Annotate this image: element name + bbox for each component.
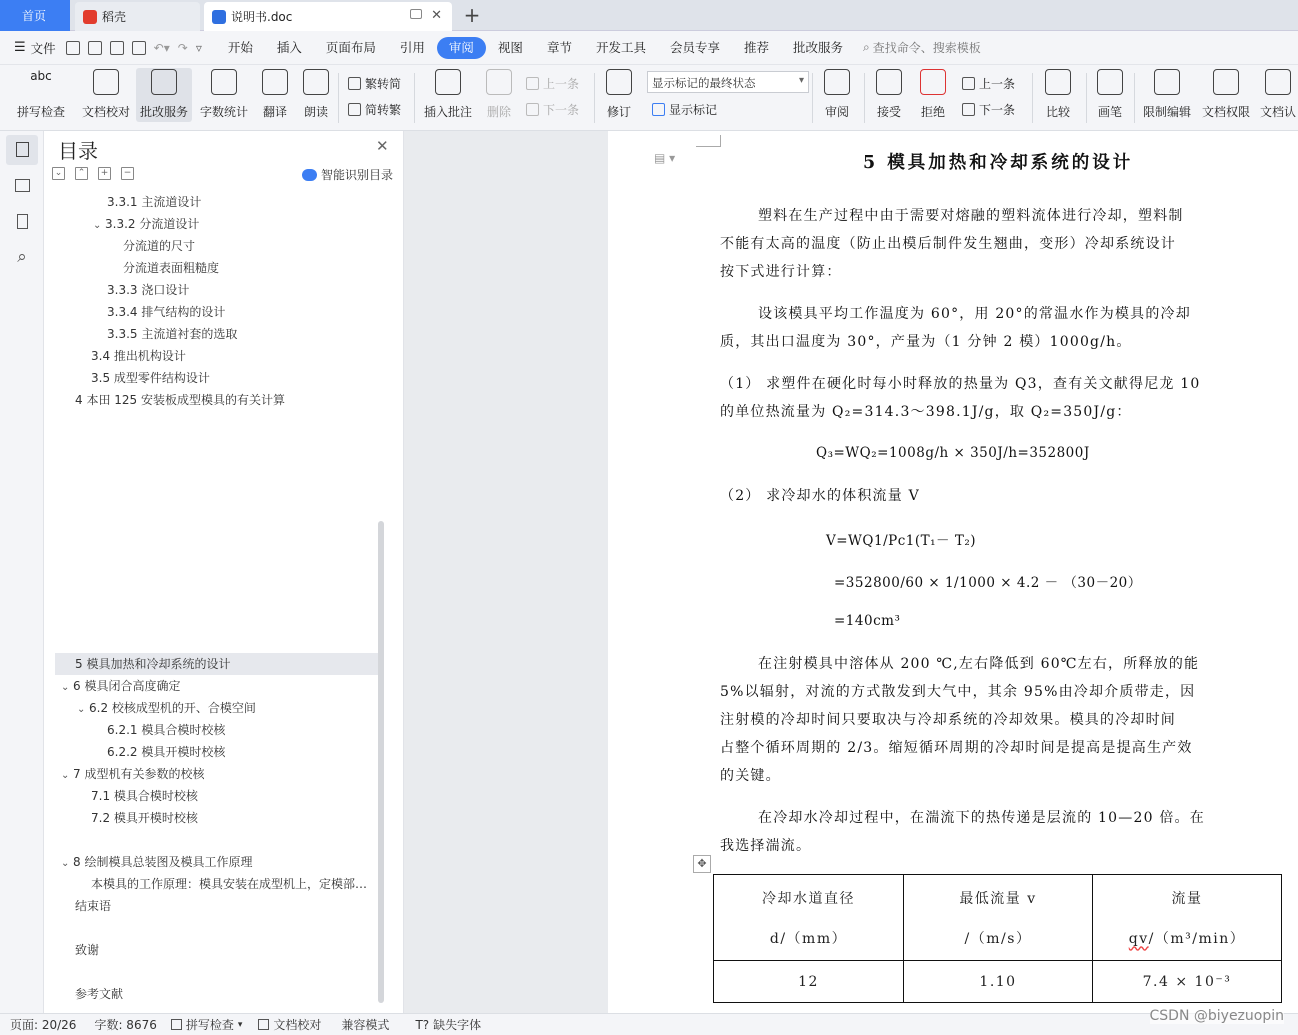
chevron-down-icon[interactable]: ⌄ [61, 770, 70, 781]
to-traditional-button[interactable] [348, 75, 401, 92]
print-preview-icon[interactable] [132, 41, 146, 55]
chevron-down-icon[interactable]: ⌄ [61, 858, 70, 869]
convert-icon [348, 77, 361, 90]
toc-item[interactable] [55, 653, 378, 675]
chevron-down-icon[interactable]: ⌄ [93, 220, 102, 231]
show-markup-label: 显示标记 [669, 103, 718, 117]
word-count-button[interactable] [198, 69, 250, 120]
status-spellcheck-label: 拼写检查 [185, 1018, 234, 1032]
ribbon-divider [1032, 73, 1033, 123]
close-pane-icon[interactable]: ✕ [376, 137, 389, 155]
hamburger-icon: ☰ [14, 40, 26, 55]
missing-font-icon: T? [415, 1017, 430, 1032]
toc-item-label: 3.3.5 主流道衬套的选取 [107, 327, 238, 341]
page-options-icon[interactable]: ▤ ▾ [654, 151, 676, 165]
accept-button[interactable] [870, 69, 908, 120]
toc-item[interactable] [55, 851, 378, 873]
next-change-icon [962, 103, 975, 116]
toc-item-label: 分流道的尺寸 [123, 239, 196, 253]
pen-button[interactable] [1092, 69, 1128, 120]
paragraph-line: 塑料在生产过程中由于需要对熔融的塑料流体进行冷却，塑料制 [758, 208, 1184, 224]
prev-change-label: 上一条 [979, 77, 1016, 91]
table-cell: 1.10 [904, 961, 1093, 1003]
table-header-unit: /（m/s） [964, 930, 1032, 947]
status-spellcheck[interactable] [171, 1016, 243, 1033]
menu-bar [0, 31, 1298, 65]
file-menu[interactable] [14, 39, 56, 57]
paragraph-line: （2） 求冷却水的体积流量 V [720, 488, 920, 504]
formula-line: V=WQ1/Pc1(T₁－ T₂) [826, 533, 977, 549]
convert-icon [348, 103, 361, 116]
prev-change-button[interactable] [962, 75, 1015, 92]
toc-item-label: 3.4 推出机构设计 [91, 349, 186, 363]
page-indicator[interactable]: 页面: 20/26 [10, 1018, 77, 1032]
toc-item[interactable] [55, 367, 378, 389]
table-header-cell [714, 875, 904, 961]
spellcheck-label: 拼写检查 [16, 105, 65, 119]
toc-panel-button[interactable] [6, 135, 38, 165]
correction-service-button[interactable] [136, 68, 192, 122]
command-search-placeholder: 查找命令、搜索模板 [872, 41, 981, 55]
remove-heading-icon[interactable]: − [121, 167, 134, 180]
paragraph-line: 质，其出口温度为 30°，产量为（1 分钟 2 模）1000g/h。 [720, 334, 1132, 350]
toc-item[interactable] [55, 939, 378, 961]
formula-line: =352800/60 × 1/1000 × 4.2 － （30－20） [834, 575, 1142, 591]
toc-item-label: 8 绘制模具总装图及模具工作原理 [73, 855, 253, 869]
table-header-text: 流量 [1171, 890, 1203, 907]
prev-comment-button[interactable] [526, 75, 579, 92]
tab-bar [0, 0, 1298, 31]
menu-tab[interactable]: 开始 [227, 39, 253, 55]
side-icon-bar [0, 131, 44, 1013]
paragraph-line: 占整个循环周期的 2/3。缩短循环周期的冷却时间是提高是提高生产效 [720, 740, 1193, 756]
ai-icon [302, 169, 317, 181]
prev-comment-icon [526, 77, 539, 90]
toc-item[interactable] [55, 675, 378, 697]
table-row [714, 961, 1282, 1003]
toc-item[interactable] [55, 257, 378, 279]
paragraph-line: 的单位热流量为 Q₂=314.3～398.1J/g，取 Q₂=350J/g： [720, 404, 1132, 420]
bookmark-panel-button[interactable] [11, 211, 33, 233]
missing-font-indicator[interactable] [415, 1016, 481, 1033]
toc-item[interactable] [55, 235, 378, 257]
toc-item[interactable] [55, 785, 378, 807]
toc-item-label: 4 本田 125 安装板成型模具的有关计算 [75, 393, 285, 407]
toc-item[interactable] [55, 345, 378, 367]
paragraph-line: 不能有太高的温度（防止出模后制件发生翘曲，变形）冷却系统设计 [720, 236, 1176, 252]
pen-label: 画笔 [1097, 105, 1122, 119]
chevron-down-icon[interactable]: ⌄ [61, 682, 70, 693]
ai-toc-label: 智能识别目录 [321, 168, 394, 182]
show-markup-button[interactable] [652, 101, 717, 118]
markup-state-select[interactable] [647, 71, 809, 93]
word-count-label: 字数统计 [199, 105, 248, 119]
next-comment-button[interactable] [526, 101, 579, 118]
chevron-down-icon: ▾ [237, 1019, 243, 1030]
review-ribbon [0, 65, 1298, 131]
toc-scrollbar[interactable] [378, 521, 384, 1003]
writer-doc-icon [212, 10, 226, 24]
table-header-text: 冷却水道直径 [762, 890, 855, 907]
close-tab-icon[interactable]: ✕ [431, 8, 442, 23]
search-icon: ⌕ [863, 40, 870, 54]
document-page [608, 131, 1298, 1013]
paragraph-line: 在冷却水冷却过程中，在湍流下的热传递是层流的 10—20 倍。在 [758, 810, 1205, 826]
restrict-edit-label: 限制编辑 [1142, 105, 1191, 119]
status-bar [0, 1013, 1298, 1035]
table-cell: 7.4 × 10⁻³ [1093, 961, 1282, 1003]
paragraph-line: 注射模的冷却时间只要取决与冷却系统的冷却效果。模具的冷却时间 [720, 712, 1176, 728]
translate-label: 翻译 [262, 105, 287, 119]
prev-comment-label: 上一条 [543, 77, 580, 91]
status-doc-check-label: 文档校对 [273, 1018, 322, 1032]
doc-permission-icon [1213, 69, 1239, 95]
next-comment-icon [526, 103, 539, 116]
menu-tabs [216, 37, 855, 59]
delete-comment-icon [486, 69, 512, 95]
doc-permission-label: 文档权限 [1201, 105, 1250, 119]
insert-comment-label: 插入批注 [423, 105, 472, 119]
chevron-down-icon[interactable]: ⌄ [77, 704, 86, 715]
reject-label: 拒绝 [920, 105, 945, 119]
toc-icon [16, 142, 29, 157]
toc-item-label: 参考文献 [75, 987, 124, 1001]
spellcheck-icon: abc [30, 69, 52, 83]
tab-daoke[interactable] [75, 2, 200, 31]
paragraph-line: 5%以辐射，对流的方式散发到大气中，其余 95%由冷却介质带走，因 [720, 684, 1196, 700]
insert-comment-icon [435, 69, 461, 95]
ribbon-divider [864, 73, 865, 123]
prev-change-icon [962, 77, 975, 90]
cooling-table [713, 874, 1282, 1003]
toc-item[interactable] [55, 807, 378, 829]
ribbon-divider [414, 73, 415, 123]
doc-cert-icon [1265, 69, 1291, 95]
command-search[interactable] [863, 39, 981, 56]
outline-icon [15, 179, 30, 192]
ribbon-divider [812, 73, 813, 123]
missing-font-label: 缺失字体 [433, 1018, 482, 1032]
menu-tab[interactable]: 页面布局 [325, 39, 376, 55]
table-header-cell [904, 875, 1093, 961]
ribbon-divider [1134, 73, 1135, 123]
expand-all-icon[interactable]: ⌄ [52, 167, 65, 180]
translate-icon [262, 69, 288, 95]
tab-home[interactable] [0, 0, 70, 31]
pen-icon [1097, 69, 1123, 95]
track-changes-label: 修订 [606, 105, 631, 119]
document-area [404, 131, 1298, 1013]
table-move-handle[interactable]: ✥ [693, 855, 711, 873]
next-comment-label: 下一条 [543, 103, 580, 117]
correction-service-icon [151, 69, 177, 95]
toc-item[interactable] [55, 719, 378, 741]
read-aloud-button[interactable] [300, 69, 332, 120]
toc-item[interactable] [55, 213, 378, 235]
menu-tab[interactable]: 推荐 [743, 39, 769, 55]
toc-item-label: 5 模具加热和冷却系统的设计 [75, 657, 231, 671]
track-changes-icon [606, 69, 632, 95]
doc-check-label: 文档校对 [81, 105, 130, 119]
doc-check-icon [93, 69, 119, 95]
paragraph-line: （1） 求塑件在硬化时每小时释放的热量为 Q3，查有关文献得尼龙 10 [720, 376, 1201, 392]
to-simplified-button[interactable] [348, 101, 401, 118]
compare-button[interactable] [1038, 69, 1078, 120]
track-changes-button[interactable] [600, 69, 638, 120]
tab-daoke-label: 稻壳 [102, 10, 127, 24]
doc-check-status-icon [258, 1019, 269, 1030]
toc-item-label: 7 成型机有关参数的校核 [73, 767, 205, 781]
toc-tools [52, 167, 134, 180]
word-count-indicator[interactable]: 字数: 8676 [94, 1018, 157, 1032]
table-cell: 12 [714, 961, 904, 1003]
accept-label: 接受 [876, 105, 901, 119]
bookmark-icon [17, 214, 28, 229]
pin-icon[interactable] [410, 9, 422, 19]
restrict-edit-button[interactable] [1140, 69, 1194, 120]
table-header-unit-flagged: qv [1128, 930, 1149, 947]
tab-home-label: 首页 [22, 9, 47, 23]
new-tab-button[interactable]: + [463, 3, 481, 27]
show-markup-icon [652, 103, 665, 116]
toc-item-label: 7.2 模具开模时校核 [91, 811, 198, 825]
checkbox-icon [171, 1019, 182, 1030]
print-icon[interactable] [110, 41, 124, 55]
correction-service-label: 批改服务 [139, 105, 188, 119]
ai-toc-button[interactable] [302, 166, 393, 183]
menu-tab[interactable]: 开发工具 [595, 39, 646, 55]
insert-comment-button[interactable] [422, 69, 474, 120]
toc-item[interactable] [55, 873, 378, 895]
toc-item-label: 6.2.1 模具合模时校核 [107, 723, 226, 737]
toc-item[interactable] [55, 895, 378, 917]
paragraph-line: 按下式进行计算： [720, 264, 842, 280]
review-pane-button[interactable] [818, 69, 856, 120]
doc-cert-label: 文档认 [1259, 105, 1296, 119]
toc-item-label: 致谢 [75, 943, 100, 957]
toc-item-label: 3.3.2 分流道设计 [105, 217, 200, 231]
table-header-unit: /（m³/min） [1148, 930, 1246, 947]
translate-button[interactable] [256, 69, 294, 120]
menu-tab[interactable]: 视图 [497, 39, 523, 55]
toc-pane [44, 131, 404, 1013]
delete-comment-button[interactable] [480, 69, 518, 120]
nav-panel-button[interactable] [11, 175, 33, 197]
read-aloud-icon [303, 69, 329, 95]
toc-item[interactable] [55, 697, 378, 719]
toc-item-label: 3.3.4 排气结构的设计 [107, 305, 226, 319]
toc-item-label: 6.2 校核成型机的开、合模空间 [89, 701, 256, 715]
toc-item-label: 分流道表面粗糙度 [123, 261, 220, 275]
paragraph-line: 在注射模具中溶体从 200 ℃,左右降低到 60℃左右，所释放的能 [758, 656, 1200, 672]
find-panel-button[interactable] [11, 247, 33, 269]
toc-item-label: 6 模具闭合高度确定 [73, 679, 181, 693]
toc-item-label: 本模具的工作原理：模具安装在成型机上，定模部… [91, 877, 368, 891]
table-header-text: 最低流量 v [959, 890, 1037, 907]
formula-line: =140cm³ [834, 613, 901, 629]
tab-document[interactable] [204, 2, 452, 31]
export-pdf-icon[interactable] [88, 41, 102, 55]
doc-permission-button[interactable] [1200, 69, 1252, 120]
paragraph-line: 的关键。 [720, 768, 781, 784]
spellcheck-button[interactable] [10, 69, 72, 120]
toc-item-label: 3.3.3 浇口设计 [107, 283, 190, 297]
to-simplified-label: 简转繁 [365, 103, 402, 117]
tab-document-label: 说明书.doc [231, 10, 293, 24]
menu-tab[interactable]: 会员专享 [669, 39, 720, 55]
customize-chevron-icon[interactable]: ▿ [195, 40, 202, 55]
toc-item-label: 3.5 成型零件结构设计 [91, 371, 210, 385]
formula-line: Q₃=WQ₂=1008g/h × 350J/h=352800J [816, 445, 1090, 461]
doc-check-button[interactable] [80, 69, 132, 120]
page-corner-mark [696, 135, 721, 147]
paragraph-line: 我选择湍流。 [720, 838, 812, 854]
toc-item[interactable] [55, 301, 378, 323]
toc-item-label: 6.2.2 模具开模时校核 [107, 745, 226, 759]
next-change-label: 下一条 [979, 103, 1016, 117]
doc-cert-button[interactable] [1258, 69, 1298, 120]
compare-icon [1045, 69, 1071, 95]
undo-icon[interactable]: ↶▾ [153, 40, 170, 55]
reject-icon [920, 69, 946, 95]
menu-tab[interactable]: 插入 [276, 39, 302, 55]
ribbon-divider [1086, 73, 1087, 123]
file-menu-label: 文件 [30, 40, 56, 56]
accept-icon [876, 69, 902, 95]
save-icon[interactable] [66, 41, 80, 55]
toc-item-label: 结束语 [75, 899, 112, 913]
toc-title: 目录 [58, 139, 98, 163]
read-aloud-label: 朗读 [303, 105, 328, 119]
to-traditional-label: 繁转简 [365, 77, 402, 91]
reject-button[interactable] [914, 69, 952, 120]
compat-mode-indicator[interactable]: 兼容模式 [341, 1018, 390, 1032]
redo-icon[interactable]: ↷ [177, 40, 188, 55]
menu-tab[interactable]: 章节 [546, 39, 572, 55]
ribbon-divider [338, 73, 339, 123]
status-doc-check[interactable] [258, 1016, 321, 1033]
review-pane-icon [824, 69, 850, 95]
toc-item[interactable] [55, 279, 378, 301]
ribbon-divider [594, 73, 595, 123]
add-heading-icon[interactable]: + [98, 167, 111, 180]
delete-comment-label: 删除 [486, 105, 511, 119]
toc-item-label: 7.1 模具合模时校核 [91, 789, 198, 803]
toc-item[interactable] [55, 983, 378, 1005]
restrict-edit-icon [1154, 69, 1180, 95]
search-icon: ⌕ [17, 247, 27, 267]
toc-item[interactable] [55, 741, 378, 763]
table-header-row [714, 875, 1282, 961]
review-pane-label: 审阅 [824, 105, 849, 119]
menu-tab[interactable]: 引用 [399, 39, 425, 55]
toc-item[interactable] [55, 191, 378, 213]
next-change-button[interactable] [962, 101, 1015, 118]
paragraph-line: 设该模具平均工作温度为 60°，用 20°的常温水作为模具的冷却 [758, 306, 1191, 322]
toc-item[interactable] [55, 389, 378, 411]
watermark-text: CSDN @biyezuopin [1149, 1008, 1284, 1024]
table-header-unit: d/（mm） [769, 930, 848, 947]
toc-item[interactable] [55, 763, 378, 785]
menu-tab[interactable]: 审阅 [437, 37, 486, 59]
markup-state-value: 显示标记的最终状态 [652, 76, 756, 90]
toc-item[interactable] [55, 323, 378, 345]
word-count-icon [211, 69, 237, 95]
menu-tab[interactable]: 批改服务 [793, 39, 844, 55]
compare-label: 比较 [1045, 105, 1070, 119]
table-header-cell [1093, 875, 1282, 961]
daoke-logo-icon [83, 10, 97, 24]
toc-item-label: 3.3.1 主流道设计 [107, 195, 202, 209]
section-heading: 5 模具加热和冷却系统的设计 [863, 153, 1134, 173]
quick-access-toolbar [66, 41, 202, 55]
collapse-all-icon[interactable]: ⌃ [75, 167, 88, 180]
